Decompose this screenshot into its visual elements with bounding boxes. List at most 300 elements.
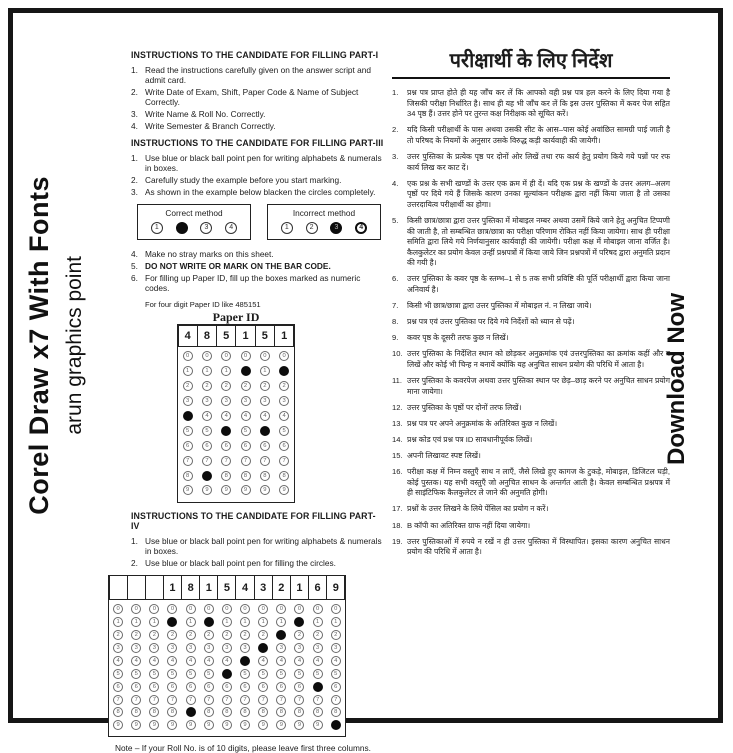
bubble[interactable]: 8: [241, 471, 251, 481]
bubble[interactable]: 6: [260, 441, 270, 451]
digit-box[interactable]: 8: [181, 575, 200, 600]
bubble[interactable]: 9: [258, 720, 268, 730]
bubble[interactable]: 8: [258, 707, 268, 717]
bubble[interactable]: 9: [241, 485, 251, 495]
bubble[interactable]: 0: [313, 604, 323, 614]
bubble[interactable]: 3: [240, 643, 250, 653]
bubble[interactable]: 8: [294, 707, 304, 717]
bubble[interactable]: 1: [221, 366, 231, 376]
bubble[interactable]: 5: [167, 669, 177, 679]
bubble[interactable]: 4: [260, 411, 270, 421]
example-bubble-open: 3: [200, 222, 212, 234]
bubble[interactable]: 4: [313, 656, 323, 666]
list-item: [392, 467, 670, 499]
bubble[interactable]: 3: [131, 643, 141, 653]
bubble[interactable]: 9: [222, 720, 232, 730]
list-item-text: Carefully study the example before you start marking.: [145, 175, 342, 185]
list-item: [392, 125, 670, 146]
bubble[interactable]: 8: [313, 707, 323, 717]
bubble[interactable]: 4: [276, 656, 286, 666]
bubble[interactable]: 3: [260, 396, 270, 406]
part3-list: [131, 153, 384, 197]
bubble[interactable]: 4: [294, 656, 304, 666]
digit-box[interactable]: 5: [255, 325, 275, 347]
list-item-number: 13.: [392, 418, 403, 428]
bubble-filled[interactable]: [183, 411, 193, 421]
bubble[interactable]: 6: [202, 441, 212, 451]
bubble[interactable]: 6: [204, 682, 214, 692]
bubble[interactable]: 8: [221, 471, 231, 481]
part1-list: [131, 65, 384, 131]
digit-box[interactable]: 5: [217, 575, 236, 600]
list-item-number: 3.: [131, 187, 138, 197]
list-item-number: 1.: [392, 88, 399, 97]
list-item-number: 4.: [131, 249, 138, 259]
bubble[interactable]: 6: [331, 682, 341, 692]
bubble[interactable]: 1: [313, 617, 323, 627]
list-item-text: Write Semester & Branch Correctly.: [145, 121, 276, 131]
digit-box[interactable]: 9: [326, 575, 345, 600]
digit-box-empty[interactable]: [127, 575, 146, 600]
bubble[interactable]: 0: [260, 351, 270, 361]
bubble[interactable]: 6: [183, 441, 193, 451]
bubble[interactable]: 2: [240, 630, 250, 640]
bubble[interactable]: 0: [331, 604, 341, 614]
example-bubble-open: 1: [281, 222, 293, 234]
bubble[interactable]: 5: [279, 426, 289, 436]
list-item: [392, 435, 670, 446]
bubble[interactable]: 7: [167, 695, 177, 705]
bubble[interactable]: 3: [221, 396, 231, 406]
bubble[interactable]: 1: [260, 366, 270, 376]
left-watermark-banner: [24, 175, 87, 515]
list-item-text: कवर पृष्ठ के दूसरी तरफ कुछ न लिखें।: [407, 333, 509, 343]
bubble-filled[interactable]: [276, 630, 286, 640]
bubble-filled[interactable]: [221, 426, 231, 436]
bubble[interactable]: 5: [258, 669, 268, 679]
bubble[interactable]: 6: [222, 682, 232, 692]
bubble[interactable]: 9: [294, 720, 304, 730]
bubble[interactable]: 9: [276, 720, 286, 730]
part4-list: [131, 536, 384, 568]
bubble[interactable]: 5: [313, 669, 323, 679]
bubble[interactable]: 1: [222, 617, 232, 627]
bubble[interactable]: 7: [276, 695, 286, 705]
bubble[interactable]: 9: [240, 720, 250, 730]
bubble-row: [109, 667, 345, 680]
bubble[interactable]: 0: [183, 351, 193, 361]
list-item: [392, 216, 670, 269]
bubble-row: [178, 364, 294, 379]
bubble[interactable]: 2: [331, 630, 341, 640]
bubble[interactable]: 0: [204, 604, 214, 614]
english-instructions-column: [115, 50, 384, 753]
bubble-filled[interactable]: [279, 366, 289, 376]
bubble-filled[interactable]: [222, 669, 232, 679]
list-item-number: 1.: [131, 65, 138, 75]
bubble[interactable]: 7: [279, 456, 289, 466]
bubble-row: [109, 603, 345, 616]
bubble[interactable]: 7: [202, 456, 212, 466]
bubble-row: [109, 642, 345, 655]
bubble[interactable]: 2: [222, 630, 232, 640]
list-item: [392, 274, 670, 295]
bubble[interactable]: 5: [186, 669, 196, 679]
bubble[interactable]: 0: [186, 604, 196, 614]
bubble[interactable]: 1: [183, 366, 193, 376]
bubble[interactable]: 4: [167, 656, 177, 666]
bubble[interactable]: 5: [276, 669, 286, 679]
bubble-row: [109, 719, 345, 732]
bubble[interactable]: 5: [149, 669, 159, 679]
bubble[interactable]: 5: [331, 669, 341, 679]
list-item-text: प्रश्न पत्र प्राप्त होते ही यह जाँच कर लें कि आपको वही प्रश्न पत्र हल करने के लिए दिया गया है जिसकी परीक्षा निर्धारित है। साथ ही यह भी जाँच कर लें कि इस उत्तर पुस्तिका में कवर पेज सहित 34 पृष्ठ हैं। उत्तर होने पर तुरन्त कक्ष निरीक्षक को सूचित करें।: [407, 88, 670, 119]
bubble[interactable]: 5: [202, 426, 212, 436]
list-item-number: 10.: [392, 349, 403, 359]
bubble[interactable]: 6: [276, 682, 286, 692]
bubble[interactable]: 2: [113, 630, 123, 640]
bubble[interactable]: 5: [240, 669, 250, 679]
bubble-row: [109, 629, 345, 642]
bubble[interactable]: 8: [260, 471, 270, 481]
list-item-number: 1.: [131, 153, 138, 163]
bubble[interactable]: 3: [331, 643, 341, 653]
list-item-text: एक प्रश्न के सभी खण्डों के उत्तर एक क्रम में ही दें। यदि एक प्रश्न के खण्डों के उत्तर अलग–अलग पृष्ठों पर दिये गये हैं जिसके कारण उनका मूल्यांकन परीक्षक द्वारा नहीं किया जाता है तो उसका उत्तरदायित्व परीक्षार्थी का होगा।: [407, 178, 670, 209]
digit-box[interactable]: 6: [308, 575, 327, 600]
bubble[interactable]: 2: [258, 630, 268, 640]
bubble[interactable]: 6: [240, 682, 250, 692]
bubble[interactable]: 5: [241, 426, 251, 436]
bubble[interactable]: 3: [294, 643, 304, 653]
list-item-number: 6.: [392, 274, 399, 284]
bubble[interactable]: 2: [241, 381, 251, 391]
bubble[interactable]: 7: [222, 695, 232, 705]
list-item-number: 4.: [131, 121, 138, 131]
bubble[interactable]: 4: [186, 656, 196, 666]
list-item: [131, 65, 384, 85]
list-item: [392, 317, 670, 328]
bubble-filled[interactable]: [294, 617, 304, 627]
bubble[interactable]: 6: [258, 682, 268, 692]
bubble[interactable]: 9: [202, 485, 212, 495]
bubble[interactable]: 9: [183, 485, 193, 495]
bubble[interactable]: 1: [202, 366, 212, 376]
bubble[interactable]: 8: [167, 707, 177, 717]
bubble[interactable]: 0: [241, 351, 251, 361]
bubble[interactable]: 2: [279, 381, 289, 391]
list-item: [392, 152, 670, 173]
list-item-text: प्रश्न पत्र पर अपने अनुक्रमांक के अतिरिक्त कुछ न लिखें।: [407, 418, 558, 428]
list-item-text: DO NOT WRITE OR MARK ON THE BAR CODE.: [145, 261, 331, 271]
hindi-instructions-column: [392, 46, 670, 563]
bubble[interactable]: 0: [222, 604, 232, 614]
digit-box[interactable]: 4: [235, 575, 254, 600]
bubble-filled[interactable]: [331, 720, 341, 730]
bubble[interactable]: 0: [131, 604, 141, 614]
bubble[interactable]: 4: [149, 656, 159, 666]
bubble[interactable]: 7: [113, 695, 123, 705]
bubble[interactable]: 9: [204, 720, 214, 730]
marking-method-examples: [137, 204, 384, 240]
list-item: [131, 536, 384, 556]
digit-box[interactable]: 8: [197, 325, 217, 347]
bubble[interactable]: 8: [331, 707, 341, 717]
list-item-text: किसी छात्र/छात्रा द्वारा उत्तर पुस्तिका में मोबाइल नम्बर अथवा उसमें किये जाने हेतु अनुचित टिप्पणी की जाती है, तो सम्बन्धित छात्र/छात्रा का परीक्षा परिणाम रोकित नहीं किया जायेगा। साथ ही परीक्षा समिति द्वारा लिये गये निर्णयानुसार कार्यवाही की जायेगी। परीक्षा कक्ष में मोबाइल जाना वर्जित है। कैलकुलेटर का प्रयोग केवल उन्हीं प्रश्नपत्रों में किया जाये जिन प्रश्नपत्रों में परिषद द्वारा अनुमति प्रदान की गयी है।: [407, 215, 670, 268]
bubble-filled[interactable]: [167, 617, 177, 627]
bubble-row: [109, 693, 345, 706]
bubble[interactable]: 9: [221, 485, 231, 495]
bubble[interactable]: 0: [294, 604, 304, 614]
digit-box[interactable]: 4: [178, 325, 198, 347]
bubble[interactable]: 9: [167, 720, 177, 730]
bubble[interactable]: 3: [167, 643, 177, 653]
list-item-number: 5.: [392, 215, 399, 225]
bubble[interactable]: 8: [279, 471, 289, 481]
paper-id-bubble-grid: [177, 324, 295, 503]
list-item: [131, 249, 384, 259]
bubble[interactable]: 6: [241, 441, 251, 451]
paper-id-title: Paper ID: [212, 310, 260, 324]
bubble[interactable]: 7: [131, 695, 141, 705]
bubble[interactable]: 2: [183, 381, 193, 391]
list-item-text: Read the instructions carefully given on the answer script and admit card.: [145, 65, 371, 85]
bubble[interactable]: 2: [221, 381, 231, 391]
bubble[interactable]: 3: [113, 643, 123, 653]
bubble[interactable]: 0: [113, 604, 123, 614]
bubble[interactable]: 4: [331, 656, 341, 666]
bubble[interactable]: 7: [241, 456, 251, 466]
bubble-filled[interactable]: [186, 707, 196, 717]
list-item: [392, 537, 670, 558]
bubble[interactable]: 4: [241, 411, 251, 421]
bubble-row: [178, 438, 294, 453]
bubble[interactable]: 4: [221, 411, 231, 421]
bubble[interactable]: 7: [294, 695, 304, 705]
bubble[interactable]: 7: [313, 695, 323, 705]
bubble[interactable]: 0: [221, 351, 231, 361]
bubble[interactable]: 1: [149, 617, 159, 627]
bubble-row: [109, 680, 345, 693]
list-item-text: Write Date of Exam, Shift, Paper Code & Name of Subject Correctly.: [145, 87, 359, 107]
list-item-text: उत्तर पुस्तिका के पृष्ठों पर दोनों तरफ लिखें।: [407, 402, 522, 412]
bubble[interactable]: 9: [260, 485, 270, 495]
bubble[interactable]: 7: [258, 695, 268, 705]
list-item-text: उत्तर पुस्तिका के कवरपेज अथवा उत्तर पुस्तिका स्थान पर छेड़–छाड़ करने पर अनुचित साधन प्रयोग माना जायेगा।: [407, 376, 670, 396]
list-item-number: 5.: [131, 261, 138, 271]
bubble[interactable]: 3: [279, 396, 289, 406]
bubble[interactable]: 2: [260, 381, 270, 391]
list-item-text: For filling up Paper ID, fill up the boxes marked as numeric codes.: [145, 273, 361, 293]
bubble[interactable]: 5: [131, 669, 141, 679]
list-item-number: 2.: [131, 175, 138, 185]
list-item-number: 1.: [131, 535, 138, 546]
bubble-filled[interactable]: [202, 471, 212, 481]
bubble[interactable]: 3: [276, 643, 286, 653]
list-item: [131, 273, 384, 293]
bubble[interactable]: 4: [222, 656, 232, 666]
list-item-number: 2.: [392, 125, 399, 135]
list-item-number: 4.: [392, 178, 399, 188]
bubble[interactable]: 2: [149, 630, 159, 640]
bubble[interactable]: 0: [202, 351, 212, 361]
list-item-number: 12.: [392, 402, 403, 412]
list-item-text: अपनी लिखावट स्पष्ट लिखें।: [407, 451, 481, 461]
bubble[interactable]: 9: [113, 720, 123, 730]
watermark-subtitle: arun graphics point: [63, 255, 86, 435]
bubble[interactable]: 7: [204, 695, 214, 705]
bubble[interactable]: 0: [279, 351, 289, 361]
bubble[interactable]: 5: [204, 669, 214, 679]
list-item: [392, 451, 670, 462]
bubble[interactable]: 4: [279, 411, 289, 421]
digit-box[interactable]: 1: [274, 325, 294, 347]
digit-box[interactable]: 1: [163, 575, 182, 600]
bubble[interactable]: 8: [276, 707, 286, 717]
bubble[interactable]: 3: [241, 396, 251, 406]
hindi-list: [392, 88, 670, 558]
digit-box[interactable]: 1: [290, 575, 309, 600]
example-bubble-open: 2: [306, 222, 318, 234]
bubble[interactable]: 7: [260, 456, 270, 466]
bubble[interactable]: 4: [131, 656, 141, 666]
bubble[interactable]: 4: [202, 411, 212, 421]
bubble-row: [109, 654, 345, 667]
bubble[interactable]: 9: [186, 720, 196, 730]
bubble[interactable]: 3: [222, 643, 232, 653]
bubble[interactable]: 3: [202, 396, 212, 406]
bubble[interactable]: 1: [240, 617, 250, 627]
bubble-filled[interactable]: [240, 656, 250, 666]
bubble[interactable]: 3: [186, 643, 196, 653]
list-item-text: किसी भी छात्र/छात्रा द्वारा उत्तर पुस्तिका में मोबाइल नं. न लिखा जाये।: [407, 301, 592, 311]
bubble[interactable]: 1: [186, 617, 196, 627]
bubble-filled[interactable]: [260, 426, 270, 436]
list-item-number: 15.: [392, 451, 403, 461]
list-item-text: Use blue or black ball point pen for writing alphabets & numerals in boxes.: [145, 535, 382, 556]
correct-method-box: [137, 204, 251, 240]
bubble-filled[interactable]: [204, 617, 214, 627]
bubble[interactable]: 0: [276, 604, 286, 614]
bubble-row: [109, 616, 345, 629]
bubble[interactable]: 8: [240, 707, 250, 717]
bubble[interactable]: 6: [186, 682, 196, 692]
bubble[interactable]: 7: [331, 695, 341, 705]
incorrect-method-label: Incorrect method: [292, 208, 356, 218]
bubble[interactable]: 5: [294, 669, 304, 679]
bubble[interactable]: 7: [240, 695, 250, 705]
bubble[interactable]: 5: [183, 426, 193, 436]
bubble[interactable]: 2: [313, 630, 323, 640]
bubble[interactable]: 9: [149, 720, 159, 730]
bubble-row: [178, 409, 294, 424]
part4-heading: INSTRUCTIONS TO THE CANDIDATE FOR FILLING PART-IV: [131, 510, 376, 531]
list-item-number: 19.: [392, 536, 403, 546]
bubble-row: [178, 468, 294, 483]
incorrect-method-box: [267, 204, 381, 240]
list-item-text: Use blue or black ball point pen for writing alphabets & numerals in boxes.: [145, 153, 382, 173]
digit-box[interactable]: 1: [199, 575, 218, 600]
bubble-filled[interactable]: [258, 643, 268, 653]
list-item: [131, 261, 384, 271]
bubble[interactable]: 6: [149, 682, 159, 692]
bubble[interactable]: 8: [149, 707, 159, 717]
bubble[interactable]: 4: [113, 656, 123, 666]
digit-box-empty[interactable]: [145, 575, 164, 600]
digit-box[interactable]: 3: [254, 575, 273, 600]
bubble[interactable]: 5: [113, 669, 123, 679]
bubble-row: [178, 394, 294, 409]
bubble-filled[interactable]: [241, 366, 251, 376]
list-item-number: 7.: [392, 301, 399, 311]
bubble[interactable]: 3: [149, 643, 159, 653]
bubble[interactable]: 3: [183, 396, 193, 406]
bubble[interactable]: 2: [186, 630, 196, 640]
bubble[interactable]: 3: [313, 643, 323, 653]
digit-box-empty[interactable]: [109, 575, 128, 600]
bubble[interactable]: 0: [149, 604, 159, 614]
list-item-text: प्रश्न पत्र एवं उत्तर पुस्तिका पर दिये गये निर्देशों को ध्यान से पढ़ें।: [407, 317, 575, 327]
bubble[interactable]: 1: [331, 617, 341, 627]
bubble[interactable]: 4: [204, 656, 214, 666]
bubble[interactable]: 9: [279, 485, 289, 495]
bubble[interactable]: 8: [222, 707, 232, 717]
digit-box[interactable]: 1: [235, 325, 255, 347]
bubble[interactable]: 7: [186, 695, 196, 705]
digit-box[interactable]: 5: [216, 325, 236, 347]
bubble[interactable]: 8: [204, 707, 214, 717]
list-item-number: 11.: [392, 376, 402, 386]
bubble[interactable]: 2: [167, 630, 177, 640]
bubble[interactable]: 8: [131, 707, 141, 717]
bubble[interactable]: 2: [204, 630, 214, 640]
bubble[interactable]: 6: [131, 682, 141, 692]
bubble[interactable]: 2: [294, 630, 304, 640]
bubble[interactable]: 7: [183, 456, 193, 466]
bubble[interactable]: 2: [131, 630, 141, 640]
bubble[interactable]: 1: [276, 617, 286, 627]
bubble[interactable]: 3: [204, 643, 214, 653]
bubble[interactable]: 9: [313, 720, 323, 730]
bubble[interactable]: 1: [131, 617, 141, 627]
bubble[interactable]: 0: [167, 604, 177, 614]
bubble[interactable]: 8: [113, 707, 123, 717]
example-bubble-dot: 3: [330, 222, 342, 234]
bubble[interactable]: 9: [131, 720, 141, 730]
bubble[interactable]: 1: [113, 617, 123, 627]
bubble[interactable]: 6: [221, 441, 231, 451]
bubble[interactable]: 6: [113, 682, 123, 692]
bubble[interactable]: 8: [183, 471, 193, 481]
list-item: [131, 109, 384, 119]
bubble[interactable]: 7: [221, 456, 231, 466]
bubble[interactable]: 7: [149, 695, 159, 705]
bubble[interactable]: 6: [167, 682, 177, 692]
bubble[interactable]: 6: [279, 441, 289, 451]
bubble[interactable]: 2: [202, 381, 212, 391]
bubble[interactable]: 1: [258, 617, 268, 627]
list-item-text: उत्तर पुस्तिका के कवर पृष्ठ के स्तम्भ–1 से 5 तक सभी प्रविष्टि की पूर्ति परीक्षार्थी द्वारा किया जाना अनिवार्य है।: [407, 274, 670, 294]
bubble[interactable]: 0: [240, 604, 250, 614]
list-item: [392, 179, 670, 211]
list-item: [392, 376, 670, 397]
list-item-number: 9.: [392, 333, 399, 343]
bubble-filled[interactable]: [313, 682, 323, 692]
bubble[interactable]: 0: [258, 604, 268, 614]
bubble[interactable]: 6: [294, 682, 304, 692]
digit-box[interactable]: 2: [272, 575, 291, 600]
bubble[interactable]: 4: [258, 656, 268, 666]
list-item: [131, 87, 384, 107]
